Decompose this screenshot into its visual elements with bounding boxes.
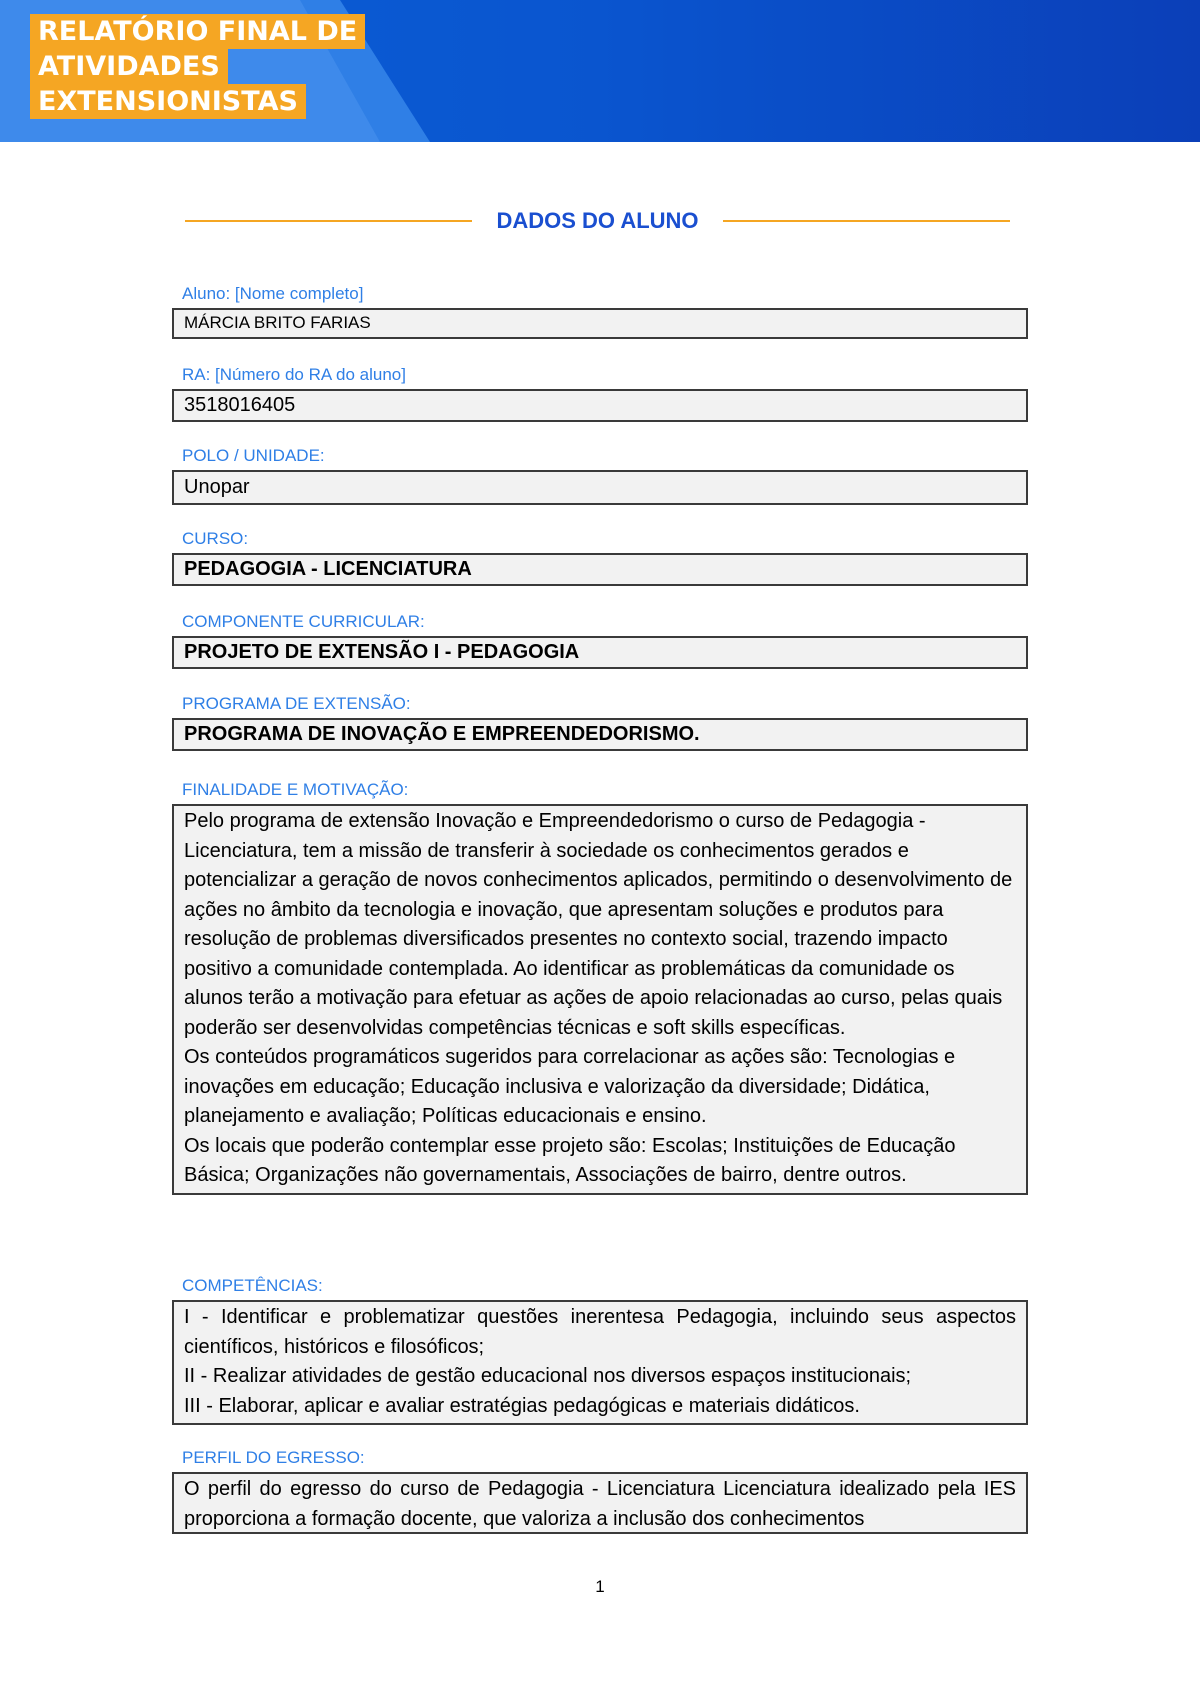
field-componente-label: COMPONENTE CURRICULAR: [182, 612, 425, 631]
report-title-line-2: ATIVIDADES [30, 49, 228, 84]
report-title [30, 14, 365, 119]
field-curso [172, 528, 1028, 586]
section-title: DADOS DO ALUNO [496, 208, 699, 233]
field-polo-label: POLO / UNIDADE: [182, 446, 325, 465]
field-programa-value: PROGRAMA DE INOVAÇÃO E EMPREENDEDORISMO. [172, 718, 1028, 751]
finalidade-paragraph: Os locais que poderão contemplar esse projeto são: Escolas; Instituições de Educação Básica; Organizações não governamentais, Associações de bairro, dentre outros. [184, 1134, 956, 1186]
field-componente-value: PROJETO DE EXTENSÃO I - PEDAGOGIA [172, 636, 1028, 669]
finalidade-paragraph: Os conteúdos programáticos sugeridos para correlacionar as ações são: Tecnologias e inovações em educação; Educação inclusiva e valorização da diversidade; Didática, planejamento e avaliação; Políticas educacionais e ensino. [184, 1046, 956, 1127]
field-ra [172, 364, 1028, 422]
competencia-item: I - Identificar e problematizar questões inerentesa Pedagogia, incluindo seus aspectos científicos, históricos e filosóficos; [184, 1306, 1016, 1358]
field-curso-label: CURSO: [182, 529, 249, 548]
field-aluno [172, 283, 1028, 339]
field-programa [172, 693, 1028, 751]
heading-rule-left [185, 220, 472, 222]
field-curso-value: PEDAGOGIA - LICENCIATURA [172, 553, 1028, 586]
field-polo [172, 445, 1028, 505]
field-polo-value: Unopar [172, 470, 1028, 505]
field-perfil-label: PERFIL DO EGRESSO: [182, 1448, 365, 1467]
field-competencias-label: COMPETÊNCIAS: [182, 1276, 323, 1295]
header-banner [0, 0, 1200, 142]
field-perfil-value: O perfil do egresso do curso de Pedagogia - Licenciatura Licenciatura idealizado pela IES proporciona a formação docente, que valoriza a inclusão dos conhecimentos [172, 1472, 1028, 1534]
field-finalidade-value [172, 804, 1028, 1195]
field-perfil [172, 1447, 1028, 1534]
heading-rule-right [723, 220, 1010, 222]
competencia-item: II - Realizar atividades de gestão educacional nos diversos espaços institucionais; [184, 1365, 912, 1387]
field-aluno-label: Aluno: [Nome completo] [182, 284, 364, 303]
report-title-line-3: EXTENSIONISTAS [30, 84, 306, 119]
field-finalidade [172, 779, 1028, 1195]
field-componente [172, 611, 1028, 669]
finalidade-paragraph: Pelo programa de extensão Inovação e Empreendedorismo o curso de Pedagogia - Licenciatura, tem a missão de transferir à sociedade os conhecimentos gerados e potencializar a geração de novos conhecimentos aplicados, permitindo o desenvolvimento de ações no âmbito da tecnologia e inovação, que apresentam soluções e produtos para resolução de problemas diversificados presentes no contexto social, trazendo impacto positivo a comunidade contemplada. Ao identificar as problemáticas da comunidade os alunos terão a motivação para efetuar as ações de apoio relacionadas ao curso, pelas quais poderão ser desenvolvidas competências técnicas e soft skills específicas. [184, 810, 1013, 1039]
field-aluno-value: MÁRCIA BRITO FARIAS [172, 308, 1028, 339]
page-number: 1 [595, 1577, 605, 1596]
field-competencias-value [172, 1300, 1028, 1425]
section-heading [185, 200, 1010, 242]
field-ra-label: RA: [Número do RA do aluno] [182, 365, 406, 384]
field-ra-value: 3518016405 [172, 389, 1028, 422]
field-finalidade-label: FINALIDADE E MOTIVAÇÃO: [182, 780, 409, 799]
report-title-line-1: RELATÓRIO FINAL DE [30, 14, 365, 49]
field-competencias [172, 1275, 1028, 1425]
field-programa-label: PROGRAMA DE EXTENSÃO: [182, 694, 411, 713]
competencia-item: III - Elaborar, aplicar e avaliar estratégias pedagógicas e materiais didáticos. [184, 1394, 860, 1417]
